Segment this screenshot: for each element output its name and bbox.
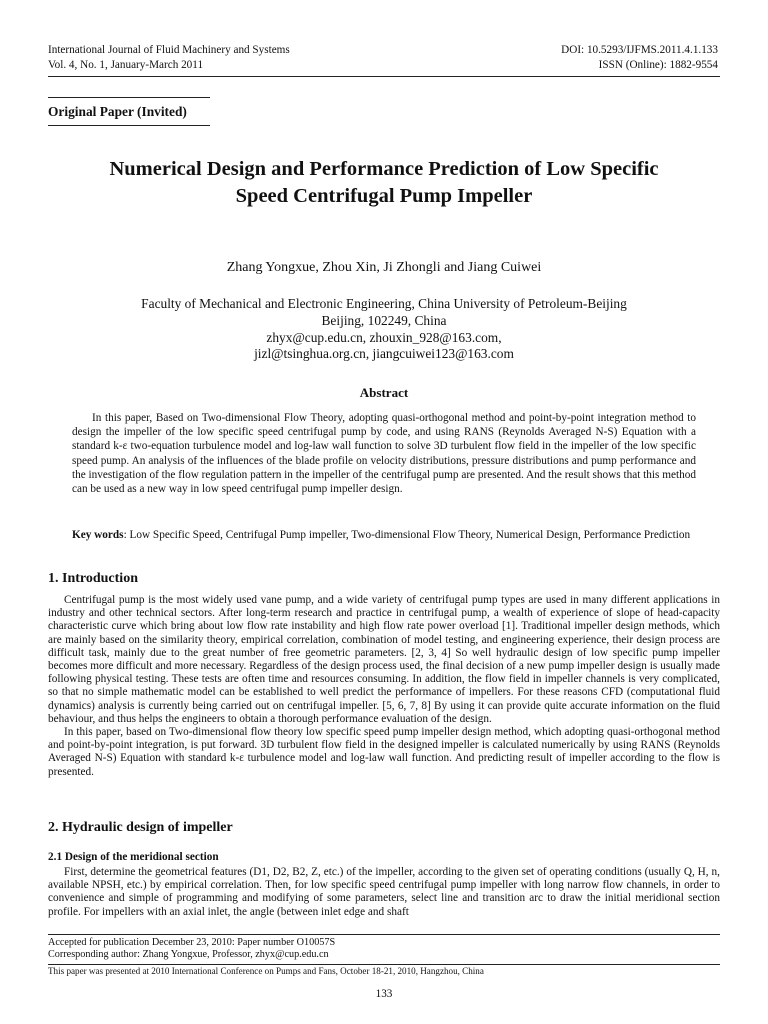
affiliation-emails-1: zhyx@cup.edu.cn, zhouxin_928@163.com, [266, 329, 502, 345]
section-2-heading: 2. Hydraulic design of impeller [48, 820, 233, 835]
doi-header [561, 43, 718, 72]
footnote-divider [48, 934, 720, 935]
abstract-heading: Abstract [359, 385, 409, 400]
abstract-text: In this paper, Based on Two-dimensional Flow Theory, adopting quasi-orthogonal method and point-by-point integration method to design the impeller of the low specific speed centrifugal pump by code, and using RANS (Reynolds Averaged N-S) Equation with a standard k-ε two-equation turbulence model and log-law wall function to solve 3D turbulent flow field in the impeller of the low specific speed pump. An analysis of the influences of the blade profile on velocity distributions, pressure distributions and pump performance and the investigation of the flow regulation pattern in the impeller of the centrifugal pump are presented. And the result shows that this method can be used as a new way in low speed centrifugal pump impeller design. [72, 412, 696, 496]
intro-paragraph-2: In this paper, based on Two-dimensional flow theory low specific speed pump impeller design method, which adopting quasi-orthogonal method and point-by-point integration, is put forward. 3D turbulent flow field in the designed impeller is calculated numerically by using RANS (Reynolds Averaged N-S) Equation with standard k-ε turbulence model and log-law wall function. And predicting result of impeller according to the flow is presented. [48, 726, 720, 778]
paper-type: Original Paper (Invited) [48, 104, 187, 119]
acceptance-note: Accepted for publication December 23, 2010: Paper number O10057S [48, 937, 336, 948]
doi: DOI: 10.5293/IJFMS.2011.4.1.133 [561, 44, 718, 56]
paper-type-rule-bottom [48, 125, 210, 126]
journal-volume: Vol. 4, No. 1, January-March 2011 [48, 58, 204, 71]
affiliation-emails-2: jizl@tsinghua.org.cn, jiangcuiwei123@163.com [254, 346, 514, 362]
footnote-info [48, 937, 335, 962]
conference-divider [48, 964, 720, 965]
subsection-2-1-heading: 2.1 Design of the meridional section [48, 851, 219, 863]
section-2-1-body [48, 866, 720, 919]
affiliation [48, 296, 720, 363]
authors: Zhang Yongxue, Zhou Xin, Ji Zhongli and Jiang Cuiwei [226, 260, 542, 275]
keywords-text: : Low Specific Speed, Centrifugal Pump impeller, Two-dimensional Flow Theory, Numerical Design, Performance Prediction [123, 529, 691, 541]
header-divider [48, 76, 720, 77]
keywords-label: Key words [72, 529, 124, 541]
conference-note: This paper was presented at 2010 International Conference on Pumps and Fans, October 18-21, 2010, Hangzhou, China [48, 966, 484, 976]
introduction-body [48, 594, 720, 779]
corresponding-author: Corresponding author: Zhang Yongxue, Professor, zhyx@cup.edu.cn [48, 949, 329, 961]
intro-paragraph-1: Centrifugal pump is the most widely used vane pump, and a wide variety of centrifugal pump types are used in many different applications in industry and other technical sectors. After long-term research and practice in centrifugal pump, a wealth of experience of slope of head-capacity characteristic curve which bring about low flow rate instability and high flow rate power overload [1]. Traditional impeller design methods, which are mainly based on the similarity theory, empirical correlation, combination of model testing, and engineering experience, their design process are difficult task, mainly due to the great number of free geometric parameters. [2, 3, 4] So well hydraulic design of low specific pump impeller becomes more difficult and more necessary. Regardless of the design process used, the final decision of a new pump impeller design is usually made following physical testing. These tests are often time and resources consuming. In addition, the flow field in impeller channels is very complicated, so that no simple mathematic model can be established to well predict the performance of impellers. For these reasons CFD (computational fluid dynamics) analysis is currently being carried out on centrifugal impeller. [5, 6, 7, 8] By using it can provide quite accurate information on the fluid behaviour, and thus helps the engineers to obtain a thorough performance evaluation of the design. [48, 594, 720, 725]
title-line-1: Numerical Design and Performance Prediction of Low Specific [109, 158, 659, 180]
journal-name: International Journal of Fluid Machinery and Systems [48, 44, 290, 56]
issn: ISSN (Online): 1882-9554 [598, 58, 718, 71]
page-number: 133 [375, 988, 393, 1000]
title-line-2: Speed Centrifugal Pump Impeller [235, 185, 533, 207]
section-1-heading: 1. Introduction [48, 571, 138, 586]
affiliation-line-2: Beijing, 102249, China [321, 312, 447, 328]
keywords [72, 528, 696, 542]
section-2-1-paragraph-1: First, determine the geometrical features (D1, D2, B2, Z, etc.) of the impeller, according to the given set of operating conditions (usually Q, H, n, available NPSH, etc.) by empirical correlation. Then, for low specific speed centrifugal pump impeller with long narrow flow channels, in order to convenience and simple of programming and modifying of some parameters, select line and transition arc to draw the initial meridional section profile. For impellers with an axial inlet, the angle (between inlet edge and shaft [48, 866, 720, 918]
paper-type-rule-top [48, 97, 210, 98]
paper-title [48, 156, 720, 210]
journal-header [48, 43, 290, 72]
affiliation-line-1: Faculty of Mechanical and Electronic Engineering, China University of Petroleum-Beijing [141, 296, 627, 311]
